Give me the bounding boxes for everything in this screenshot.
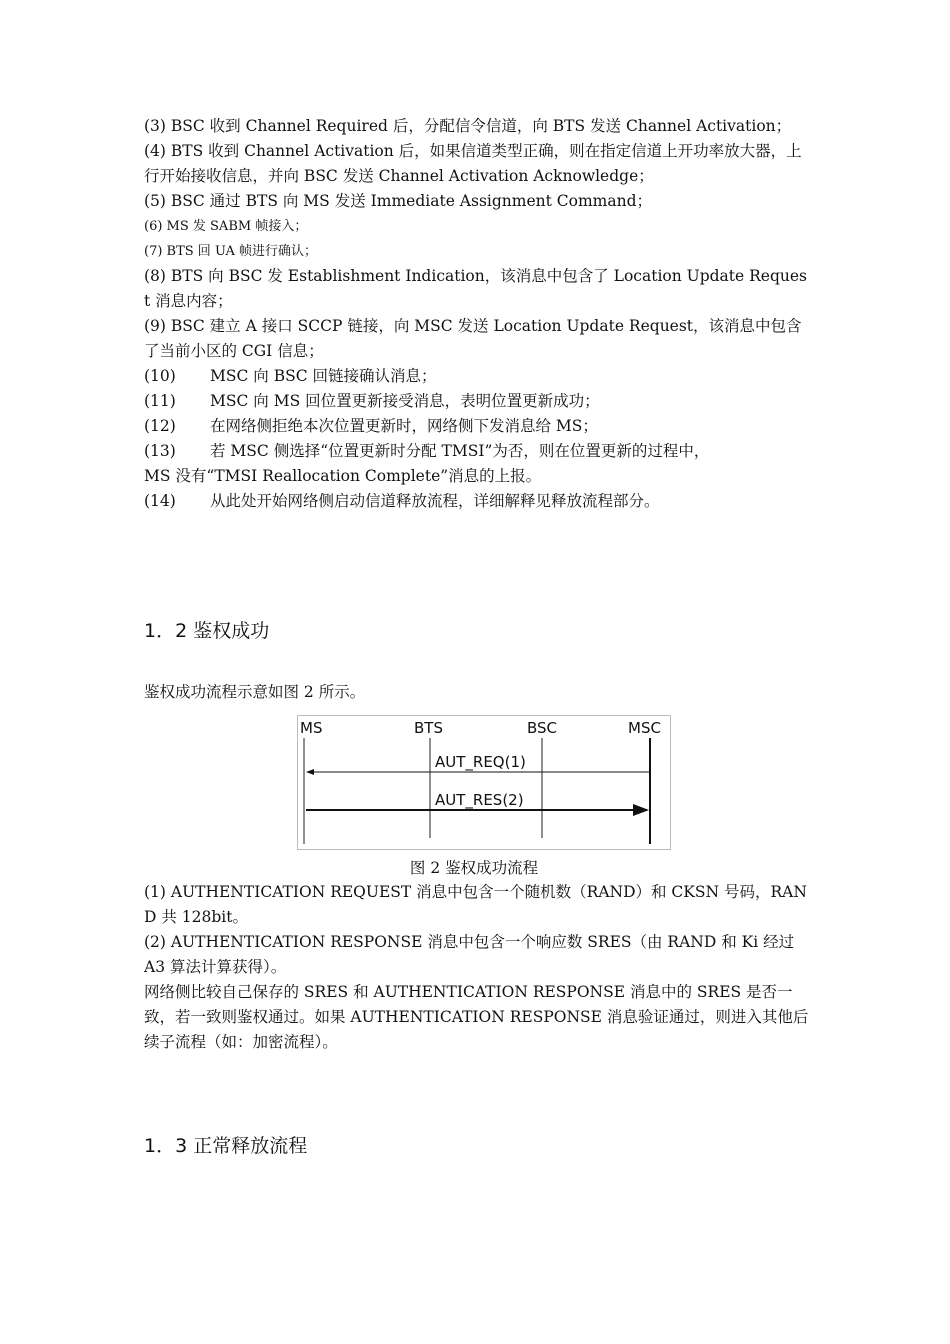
step-5: (5) BSC 通过 BTS 向 MS 发送 Immediate Assignment Command；: [144, 192, 652, 210]
step-4: (4) BTS 收到 Channel Activation 后，如果信道类型正确，则在指定信道上开功率放大器，上行开始接收信息，并向 BSC 发送 Channel Activation Acknowledge；: [144, 142, 802, 185]
sequence-svg: [298, 716, 670, 849]
step-text: MSC 向 MS 回位置更新接受消息，表明位置更新成功；: [210, 392, 600, 410]
step-13-continued: [144, 464, 810, 489]
entity-bsc: BSC: [527, 719, 558, 737]
message-label-aut-req: AUT_REQ(1): [435, 753, 526, 771]
step-text: MSC 向 BSC 回链接确认消息；: [210, 367, 437, 385]
auth-para-2: (2) AUTHENTICATION RESPONSE 消息中包含一个响应数 SRES（由 RAND 和 Ki 经过 A3 算法计算获得）。: [144, 933, 800, 976]
step-3: (3) BSC 收到 Channel Required 后，分配信令信道，向 BTS 发送 Channel Activation；: [144, 117, 792, 135]
step-number: (13): [144, 442, 176, 460]
message-label-aut-res: AUT_RES(2): [435, 791, 524, 809]
procedure-steps: [144, 114, 810, 514]
auth-sequence-diagram: [297, 715, 671, 850]
section-heading-1-3: 1．3 正常释放流程: [144, 1135, 308, 1157]
entity-ms: MS: [300, 719, 323, 737]
step-text: 在网络侧拒绝本次位置更新时，网络侧下发消息给 MS；: [210, 417, 598, 435]
step-number: (10): [144, 367, 176, 385]
step-12: [144, 414, 810, 439]
step-13: [144, 439, 810, 464]
step-7: (7) BTS 回 UA 帧进行确认；: [144, 244, 318, 259]
step-number: (11): [144, 392, 176, 410]
figure-intro: 鉴权成功流程示意如图 2 所示。: [144, 683, 366, 701]
section-heading-1-2: 1．2 鉴权成功: [144, 620, 270, 642]
step-text: 从此处开始网络侧启动信道释放流程，详细解释见释放流程部分。: [210, 492, 660, 510]
step-10: [144, 364, 810, 389]
step-8: (8) BTS 向 BSC 发 Establishment Indication，该消息中包含了 Location Update Request 消息内容；: [144, 267, 807, 310]
auth-explanation: [144, 880, 810, 1055]
step-6: (6) MS 发 SABM 帧接入；: [144, 219, 308, 234]
auth-para-1: (1) AUTHENTICATION REQUEST 消息中包含一个随机数（RAND）和 CKSN 号码，RAND 共 128bit。: [144, 883, 807, 926]
step-14: [144, 489, 810, 514]
entity-bts: BTS: [414, 719, 443, 737]
step-9: (9) BSC 建立 A 接口 SCCP 链接，向 MSC 发送 Location Update Request，该消息中包含了当前小区的 CGI 信息；: [144, 317, 802, 360]
step-number: (12): [144, 417, 176, 435]
step-number: (14): [144, 492, 176, 510]
step-11: [144, 389, 810, 414]
auth-para-3: 网络侧比较自己保存的 SRES 和 AUTHENTICATION RESPONSE 消息中的 SRES 是否一致，若一致则鉴权通过。如果 AUTHENTICATION RESPONSE 消息验证通过，则进入其他后续子流程（如：加密流程）。: [144, 983, 809, 1051]
figure-caption: 图 2 鉴权成功流程: [409, 859, 539, 877]
step-text: MS 没有“TMSI Reallocation Complete”消息的上报。: [144, 467, 542, 485]
step-text: 若 MSC 侧选择“位置更新时分配 TMSI”为否，则在位置更新的过程中，: [210, 442, 710, 460]
entity-msc: MSC: [628, 719, 661, 737]
